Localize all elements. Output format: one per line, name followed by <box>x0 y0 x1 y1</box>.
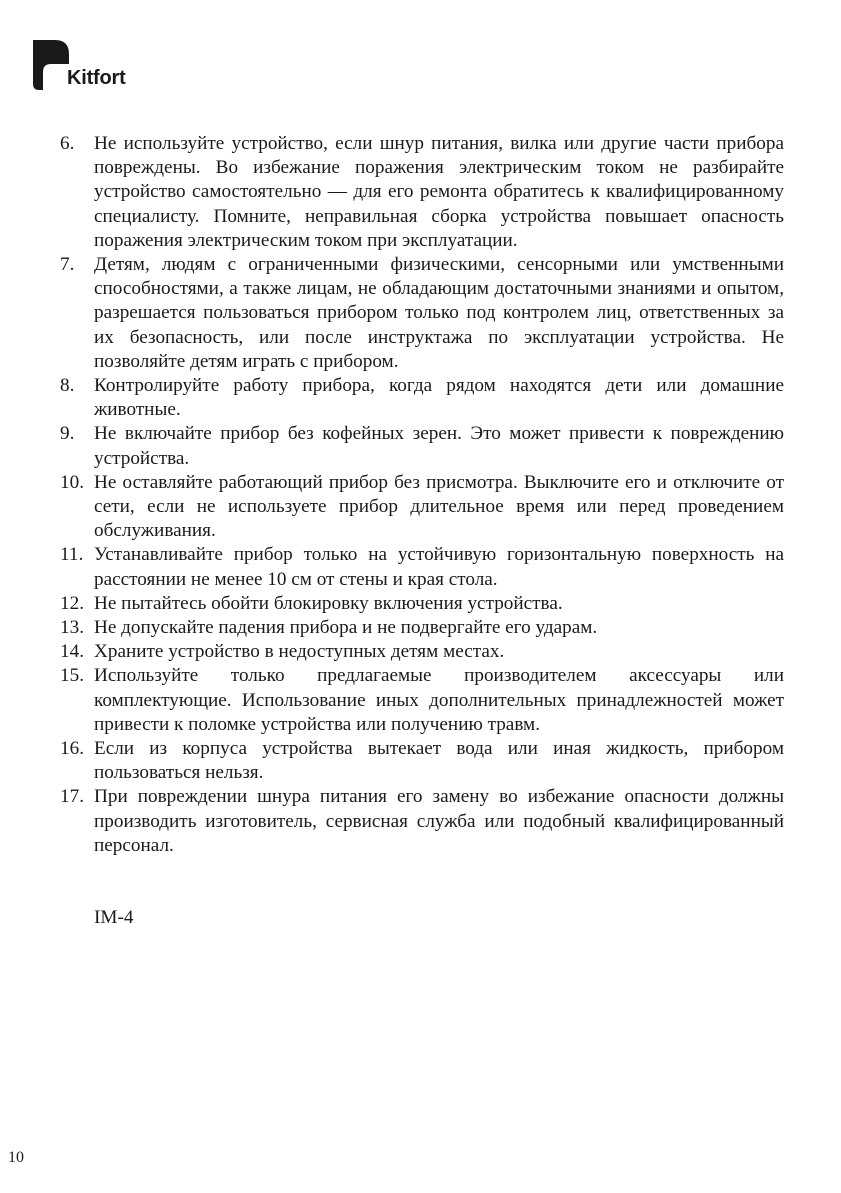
instruction-list <box>60 132 784 858</box>
list-item <box>60 374 784 422</box>
list-item-number: 16. <box>60 738 84 760</box>
list-item-number: 12. <box>60 592 84 614</box>
list-item-number: 7. <box>60 254 75 276</box>
list-item-number: 9. <box>60 423 75 445</box>
list-item-number: 6. <box>60 133 75 154</box>
list-item-text: Не пытайтесь обойти блокировку включения устройства. <box>94 592 563 614</box>
list-item-number: 8. <box>60 375 75 397</box>
list-item-text: Храните устройство в недоступных детям местах. <box>94 641 505 663</box>
list-item-text: Если из корпуса устройства вытекает вода или иная жидкость, прибором пользоваться нельзя. <box>94 738 784 784</box>
kitfort-logo-mark-icon <box>33 40 69 90</box>
list-item-text: Используйте только предлагаемые производителем аксессуары или комплектующие. Использование иных дополнительных принадлежностей может привести к поломке устройства или получению травм. <box>94 665 784 735</box>
list-item <box>60 737 784 785</box>
model-code: IM-4 <box>94 907 134 928</box>
list-item-text: Не допускайте падения прибора и не подвергайте его ударам. <box>94 617 598 639</box>
list-item <box>60 616 784 640</box>
list-item <box>60 471 784 544</box>
brand-name: Kitfort <box>67 67 126 89</box>
list-item-text: Не используйте устройство, если шнур питания, вилка или другие части прибора повреждены. Во избежание поражения электрическим током не разбирайте устройство самостоятельно — для его ремонта обратитесь к квалифицированному специалисту. Помните, неправильная сборка устройства повышает опасность поражения электрическим током при эксплуатации. <box>94 133 784 251</box>
list-item-text: Детям, людям с ограниченными физическими, сенсорными или умственными способностями, а также лицам, не обладающим достаточными знаниями и опытом, разрешается пользоваться прибором только под контролем лиц, ответственных за их безопасность, или после инструктажа по эксплуатации устройства. Не позволяйте детям играть с прибором. <box>94 254 784 372</box>
list-item-number: 14. <box>60 641 84 663</box>
list-item <box>60 422 784 470</box>
safety-instructions <box>60 132 784 858</box>
list-item-text: Устанавливайте прибор только на устойчивую горизонтальную поверхность на расстоянии не менее 10 см от стены и края стола. <box>94 544 784 590</box>
list-item-number: 13. <box>60 617 84 639</box>
list-item-number: 11. <box>60 544 84 566</box>
page-number: 10 <box>8 1149 24 1166</box>
list-item-text: Контролируйте работу прибора, когда рядом находятся дети или домашние животные. <box>94 375 784 421</box>
list-item-number: 10. <box>60 471 84 493</box>
list-item <box>60 132 784 253</box>
list-item <box>60 664 784 737</box>
list-item <box>60 543 784 591</box>
list-item <box>60 253 784 374</box>
list-item-number: 15. <box>60 665 84 687</box>
list-item-text: Не включайте прибор без кофейных зерен. Это может привести к повреждению устройства. <box>94 423 784 469</box>
brand-logo <box>33 40 143 96</box>
list-item-text: Не оставляйте работающий прибор без присмотра. Выключите его и отключите от сети, если не используете прибор длительное время или перед проведением обслуживания. <box>94 471 784 542</box>
list-item-number: 17. <box>60 786 84 808</box>
list-item-text: При повреждении шнура питания его замену во избежание опасности должны производить изготовитель, сервисная служба или подобный квалифицированный персонал. <box>94 786 784 856</box>
list-item <box>60 785 784 858</box>
list-item <box>60 640 784 664</box>
list-item <box>60 592 784 616</box>
